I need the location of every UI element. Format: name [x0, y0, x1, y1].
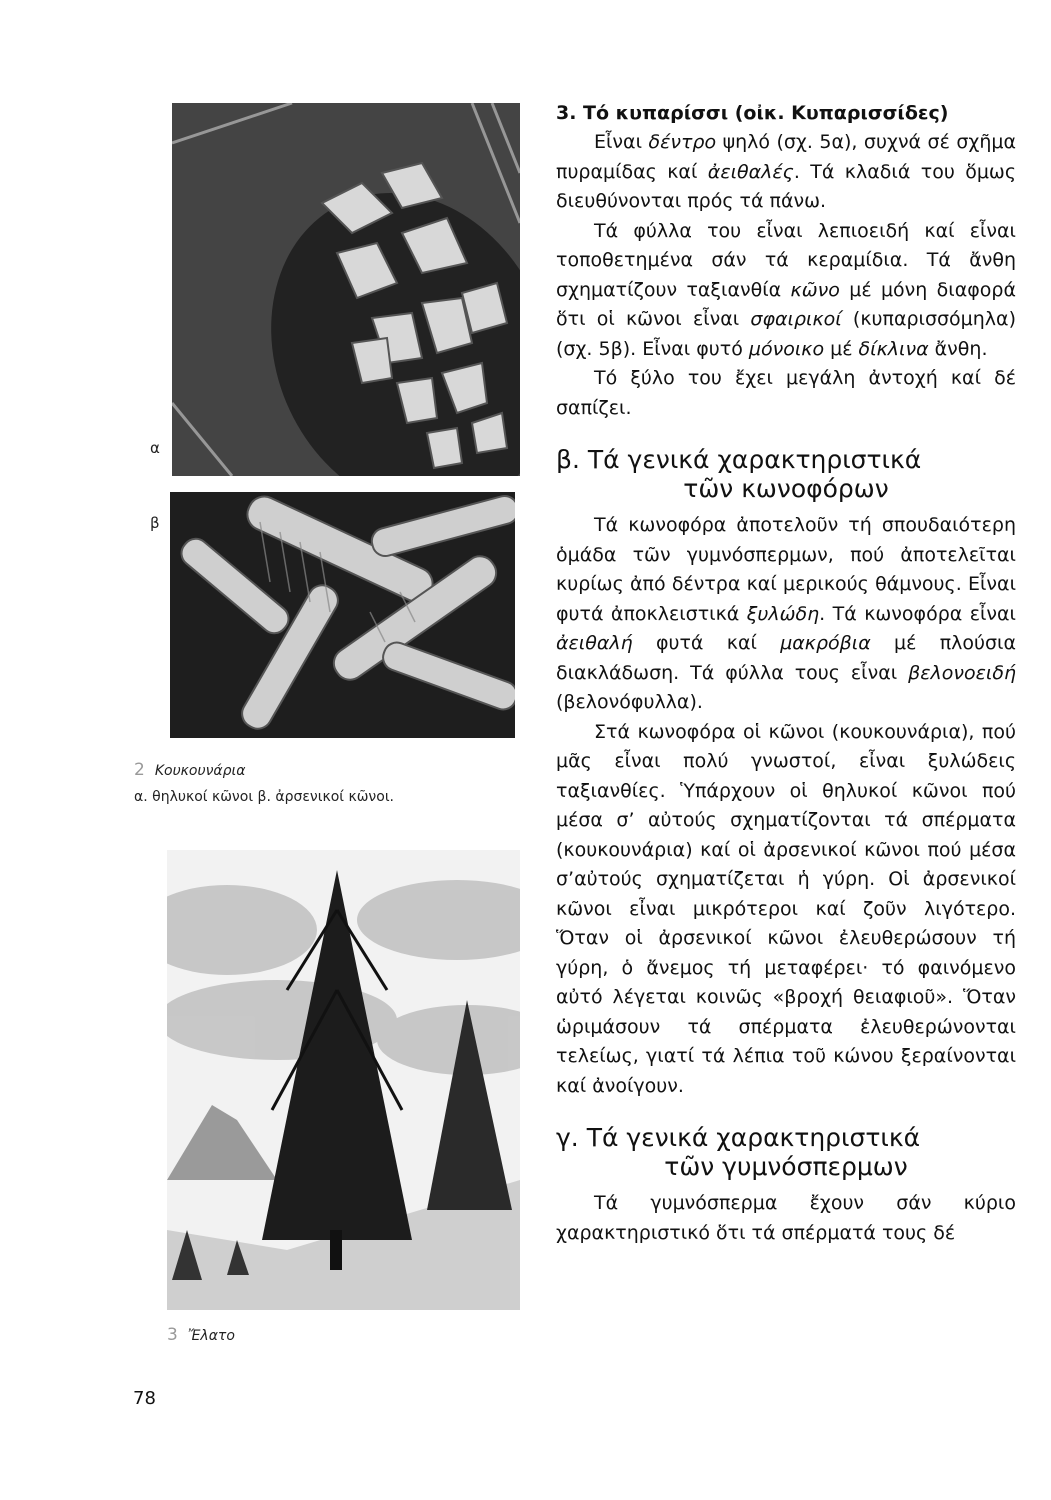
- figure-label-b: β: [150, 514, 160, 532]
- section-b-paragraph-2: Στά κωνοφόρα οἱ κῶνοι (κουκουνάρια), πού μᾶς εἶναι πολύ γνωστοί, εἶναι ξυλώδεις ταξιανθίες. Ὑπάρχουν οἱ θηλυκοί κῶνοι πού μέσα σ’ αὐτούς σχηματίζονται τά σπέρματα (κουκουνάρια) καί οἱ ἀρσενικοί κῶνοι πού μέσα σ’αὐτούς σχηματίζεται ἡ γύρη. Οἱ ἀρσενικοί κῶνοι εἶναι μικρότεροι καί ζοῦν λιγότερο. Ὅταν οἱ ἀρσενικοί κῶνοι ἐλευθερώσουν τή γύρη, ὁ ἄνεμος τή μεταφέρει· τό φαινόμενο αὐτό λέγεται κοινῶς «βροχή θειαφιοῦ». Ὅταν ὡριμάσουν τά σπέρματα ἐλευθερώνονται τελείως, γιατί τά λέπια τοῦ κώνου ξεραίνονται καί ἀνοίγουν.: [556, 720, 1016, 1097]
- section-3-paragraph-2: Τά φύλλα του εἶναι λεπιοειδή καί εἶναι τοποθετημένα σάν τά κεραμίδια. Τά ἄνθη σχηματίζουν ταξιανθία κῶνο μέ μόνη διαφορά ὅτι οἱ κῶνοι εἶναι σφαιρικοί (κυπαρισσόμηλα) (σχ. 5β). Εἶναι φυτό μόνοικο μέ δίκλινα ἄνθη.: [556, 219, 1017, 360]
- section-3-paragraph-1: Εἶναι δέντρο ψηλό (σχ. 5α), συχνά σέ σχῆμα πυραμίδας καί ἀειθαλές. Τά κλαδιά του ὅμως διευθύνονται πρός τά πάνω.: [556, 131, 1016, 212]
- figure-2-caption: [134, 760, 246, 780]
- section-3-heading: 3. Τό κυπαρίσσι (οἰκ. Κυπαρισσίδες): [556, 102, 949, 124]
- figure-2-number: 2: [134, 760, 145, 780]
- figure-2-title: Κουκουνάρια: [154, 763, 246, 779]
- fir-tree-illustration: [167, 850, 520, 1310]
- female-cone-photo: [172, 103, 520, 476]
- figure-3-number: 3: [167, 1325, 178, 1345]
- figure-2-description: α. θηλυκοί κῶνοι β. ἀρσενικοί κῶνοι.: [134, 789, 395, 805]
- section-b-paragraph-1: Τά κωνοφόρα ἀποτελοῦν τή σπουδαιότερη ὁμάδα τῶν γυμνόσπερμων, πού ἀποτελεῖται κυρίως ἀπό δέντρα καί μερικούς θάμνους. Εἶναι φυτά ἀποκλειστικά ξυλώδη. Τά κωνοφόρα εἶναι ἀειθαλή φυτά καί μακρόβια μέ πλούσια διακλάδωση. Τά φύλλα τους εἶναι βελονοειδή (βελονόφυλλα).: [556, 514, 1016, 713]
- section-c-paragraph-1: Τά γυμνόσπερμα ἔχουν σάν κύριο χαρακτηριστικό ὅτι τά σπέρματά τους δέ: [556, 1192, 1016, 1244]
- text-column: [556, 98, 1016, 1248]
- page-number: 78: [133, 1388, 156, 1409]
- section-c-heading: γ. Τά γενικά χαρακτηριστικά τῶν γυμνόσπερμων: [556, 1123, 921, 1181]
- section-b-heading: β. Τά γενικά χαρακτηριστικά τῶν κωνοφόρων: [556, 445, 922, 503]
- figure-3-caption: [167, 1325, 235, 1345]
- figure-label-a: α: [150, 439, 160, 457]
- section-3-paragraph-3: Τό ξύλο του ἔχει μεγάλη ἀντοχή καί δέ σαπίζει.: [556, 367, 1016, 419]
- figure-3-title: Ἔλατο: [187, 1328, 235, 1344]
- male-cones-photo: [170, 492, 515, 738]
